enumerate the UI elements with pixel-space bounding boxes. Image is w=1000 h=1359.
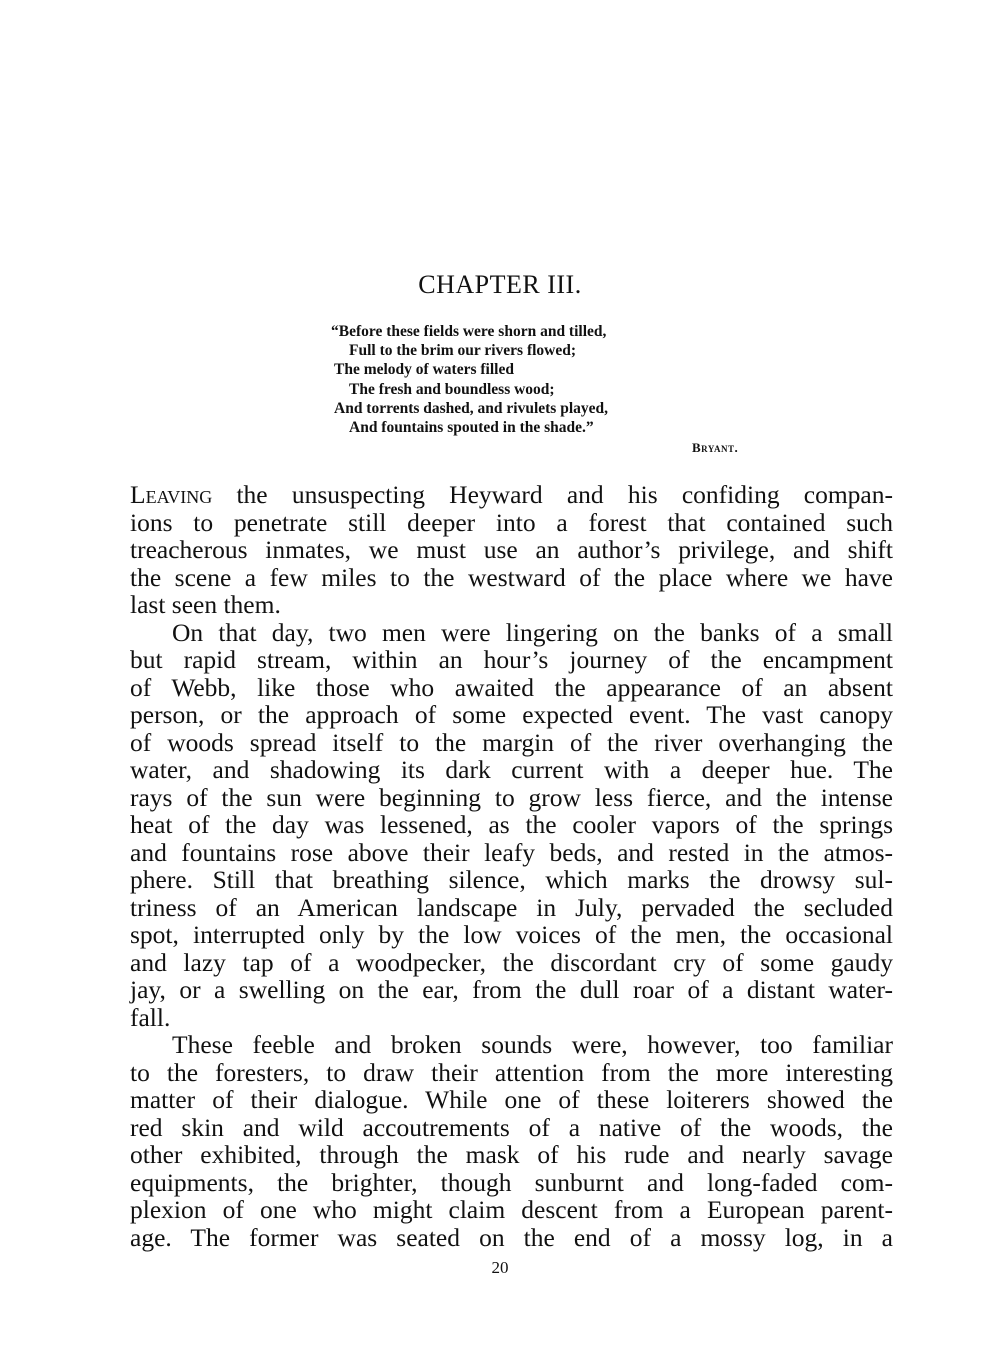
text-line: phere. Still that breathing silence, which marks the drowsy sul- — [130, 865, 893, 894]
epigraph-line: And fountains spouted in the shade.” — [349, 419, 594, 437]
text-line: matter of their dialogue. While one of these loiterers showed the — [130, 1085, 893, 1114]
page-number: 20 — [491, 1258, 509, 1277]
epigraph-line: The melody of waters filled — [334, 361, 514, 379]
text-line: of woods spread itself to the margin of the river overhanging the — [130, 727, 893, 757]
text-line: red skin and wild accoutrements of a native of the woods, the — [130, 1112, 893, 1142]
text-line: These feeble and broken sounds were, however, too familiar — [172, 1030, 893, 1059]
epigraph-line: Full to the brim our rivers flowed; — [349, 342, 577, 360]
epigraph — [331, 322, 771, 437]
epigraph-author: Bryant. — [692, 440, 739, 455]
text-line: triness of an American landscape in July, pervaded the secluded — [130, 892, 893, 922]
epigraph-line: The fresh and boundless wood; — [349, 380, 555, 398]
text-line: On that day, two men were lingering on the banks of a small — [172, 617, 893, 647]
text-line: and fountains rose above their leafy beds, and rested in the atmos- — [130, 837, 893, 867]
text-line: age. The former was seated on the end of a mossy log, in a — [130, 1222, 893, 1252]
chapter-title: CHAPTER III. — [418, 270, 582, 299]
epigraph-line: And torrents dashed, and rivulets played, — [334, 399, 609, 417]
text-line: rays of the sun were beginning to grow less fierce, and the intense — [130, 782, 893, 812]
text-line: water, and shadowing its dark current with a deeper hue. The — [130, 755, 893, 784]
first-word: Leaving — [130, 480, 213, 509]
text-line: spot, interrupted only by the low voices of the men, the occasional — [130, 920, 893, 949]
text-line: equipments, the brighter, though sunburnt and long-faded com- — [130, 1167, 893, 1197]
epigraph-line: “Before these fields were shorn and tilled, — [331, 323, 607, 340]
text-line: and lazy tap of a woodpecker, the discordant cry of some gaudy — [130, 947, 893, 977]
text-line: other exhibited, through the mask of his rude and nearly savage — [130, 1140, 893, 1169]
text-line: of Webb, like those who awaited the appearance of an absent — [130, 672, 893, 702]
body-text — [130, 481, 893, 1251]
text-line: plexion of one who might claim descent from a European parent- — [130, 1195, 893, 1224]
text-line: last seen them. — [130, 590, 281, 619]
text-line: but rapid stream, within an hour’s journey of the encampment — [130, 645, 893, 674]
line-text: the unsuspecting Heyward and his confiding compan- — [212, 480, 893, 509]
text-line: ions to penetrate still deeper into a forest that contained such — [130, 507, 893, 537]
text-line: treacherous inmates, we must use an author’s privilege, and shift — [130, 535, 893, 564]
text-line: person, or the approach of some expected event. The vast canopy — [130, 700, 893, 729]
text-line: jay, or a swelling on the ear, from the dull roar of a distant water- — [130, 975, 893, 1004]
text-line: heat of the day was lessened, as the cooler vapors of the springs — [130, 810, 893, 839]
text-line: to the foresters, to draw their attention from the more interesting — [130, 1057, 893, 1087]
text-line — [130, 481, 893, 509]
text-line: fall. — [130, 1002, 171, 1032]
text-line: the scene a few miles to the westward of the place where we have — [130, 562, 893, 592]
